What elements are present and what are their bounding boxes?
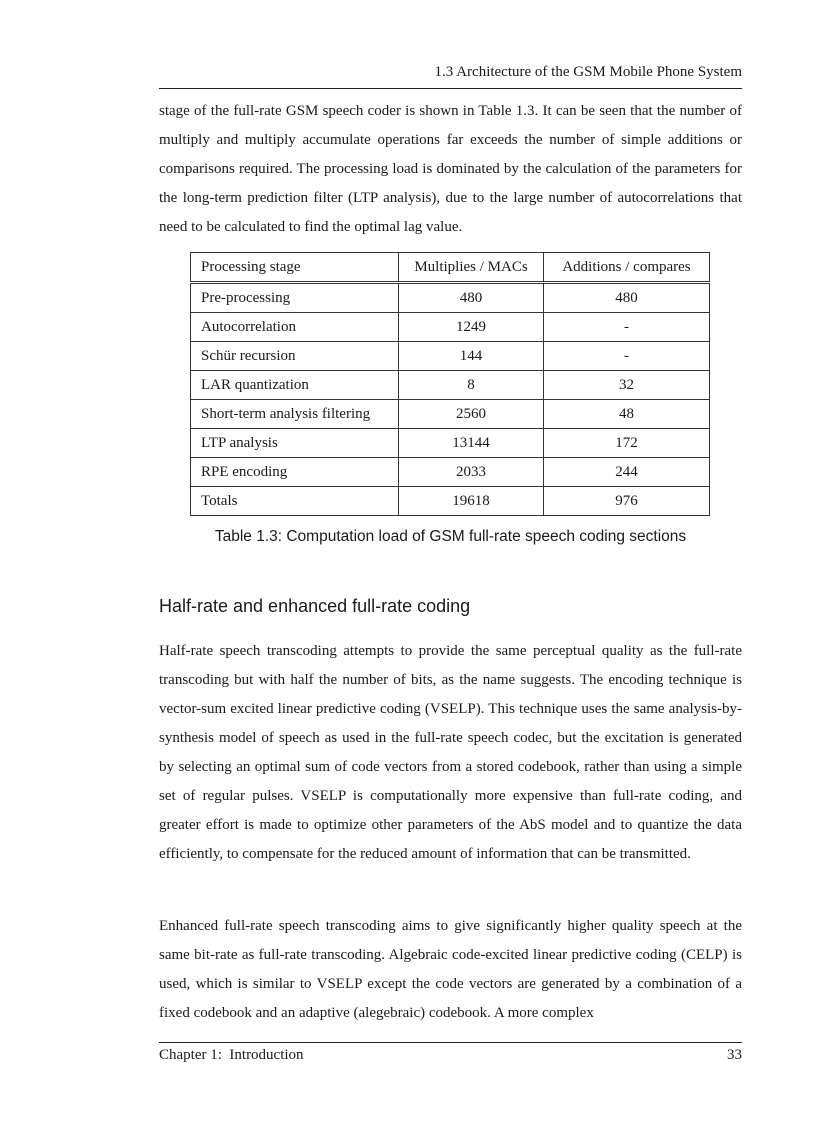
- table-row: [191, 400, 710, 429]
- cell-additions: 172: [544, 429, 710, 458]
- cell-additions: 244: [544, 458, 710, 487]
- column-header-processing-stage: Processing stage: [191, 253, 399, 283]
- cell-additions: 32: [544, 371, 710, 400]
- footer-chapter-title: Chapter 1: Introduction: [159, 1047, 304, 1063]
- cell-multiplies: 19618: [399, 487, 544, 516]
- cell-additions: -: [544, 313, 710, 342]
- cell-stage: Pre-processing: [191, 283, 399, 313]
- cell-stage: RPE encoding: [191, 458, 399, 487]
- running-header-title: 1.3 Architecture of the GSM Mobile Phone System: [434, 64, 742, 80]
- cell-multiplies: 13144: [399, 429, 544, 458]
- cell-stage: Schür recursion: [191, 342, 399, 371]
- cell-multiplies: 8: [399, 371, 544, 400]
- table-row: [191, 371, 710, 400]
- cell-multiplies: 144: [399, 342, 544, 371]
- paragraph-enhanced-full-rate: Enhanced full-rate speech transcoding aims to give significantly higher quality speech at the same bit-rate as full-rate transcoding. Algebraic code-excited linear predictive coding (CELP) is used, which is similar to VSELP except the code vectors are generated by a combination of a fixed codebook and an adaptive (alegebraic) codebook. A more complex: [159, 918, 742, 1021]
- table-row-totals: [191, 487, 710, 516]
- table-row: [191, 283, 710, 313]
- cell-additions: 48: [544, 400, 710, 429]
- cell-additions: 480: [544, 283, 710, 313]
- page-number: 33: [727, 1047, 742, 1063]
- cell-stage: Totals: [191, 487, 399, 516]
- table-header-row: [191, 253, 710, 283]
- table-caption: Table 1.3: Computation load of GSM full-rate speech coding sections: [214, 528, 687, 545]
- cell-additions: -: [544, 342, 710, 371]
- column-header-multiplies: Multiplies / MACs: [399, 253, 544, 283]
- cell-stage: Short-term analysis filtering: [191, 400, 399, 429]
- computation-load-table: [190, 252, 710, 516]
- paragraph-intro: stage of the full-rate GSM speech coder is shown in Table 1.3. It can be seen that the number of multiply and multiply accumulate operations far exceeds the number of simple additions or comparisons required. The processing load is dominated by the calculation of the parameters for the long-term prediction filter (LTP analysis), due to the large number of autocorrelations that need to be calculated to find the optimal lag value.: [159, 103, 742, 235]
- header-rule: [159, 88, 742, 89]
- cell-multiplies: 480: [399, 283, 544, 313]
- table-row: [191, 429, 710, 458]
- cell-additions: 976: [544, 487, 710, 516]
- table-row: [191, 458, 710, 487]
- cell-stage: LTP analysis: [191, 429, 399, 458]
- table-row: [191, 342, 710, 371]
- paragraph-half-rate: Half-rate speech transcoding attempts to provide the same perceptual quality as the full-rate transcoding but with half the number of bits, as the name suggests. The encoding technique is vector-sum excited linear predictive coding (VSELP). This technique uses the same analysis-by-synthesis model of speech as used in the full-rate speech codec, but the excitation is generated by selecting an optimal sum of code vectors from a stored codebook, rather than using a simple set of regular pulses. VSELP is computationally more expensive than full-rate coding, and greater effort is made to optimize other parameters of the AbS model and to quantize the data efficiently, to compensate for the reduced amount of information that can be transmitted.: [159, 643, 742, 862]
- cell-stage: LAR quantization: [191, 371, 399, 400]
- section-heading: Half-rate and enhanced full-rate coding: [159, 596, 471, 616]
- column-header-additions: Additions / compares: [544, 253, 710, 283]
- computation-load-table-container: [190, 252, 710, 516]
- cell-multiplies: 2033: [399, 458, 544, 487]
- cell-multiplies: 2560: [399, 400, 544, 429]
- cell-stage: Autocorrelation: [191, 313, 399, 342]
- table-row: [191, 313, 710, 342]
- cell-multiplies: 1249: [399, 313, 544, 342]
- footer-rule: [159, 1042, 742, 1043]
